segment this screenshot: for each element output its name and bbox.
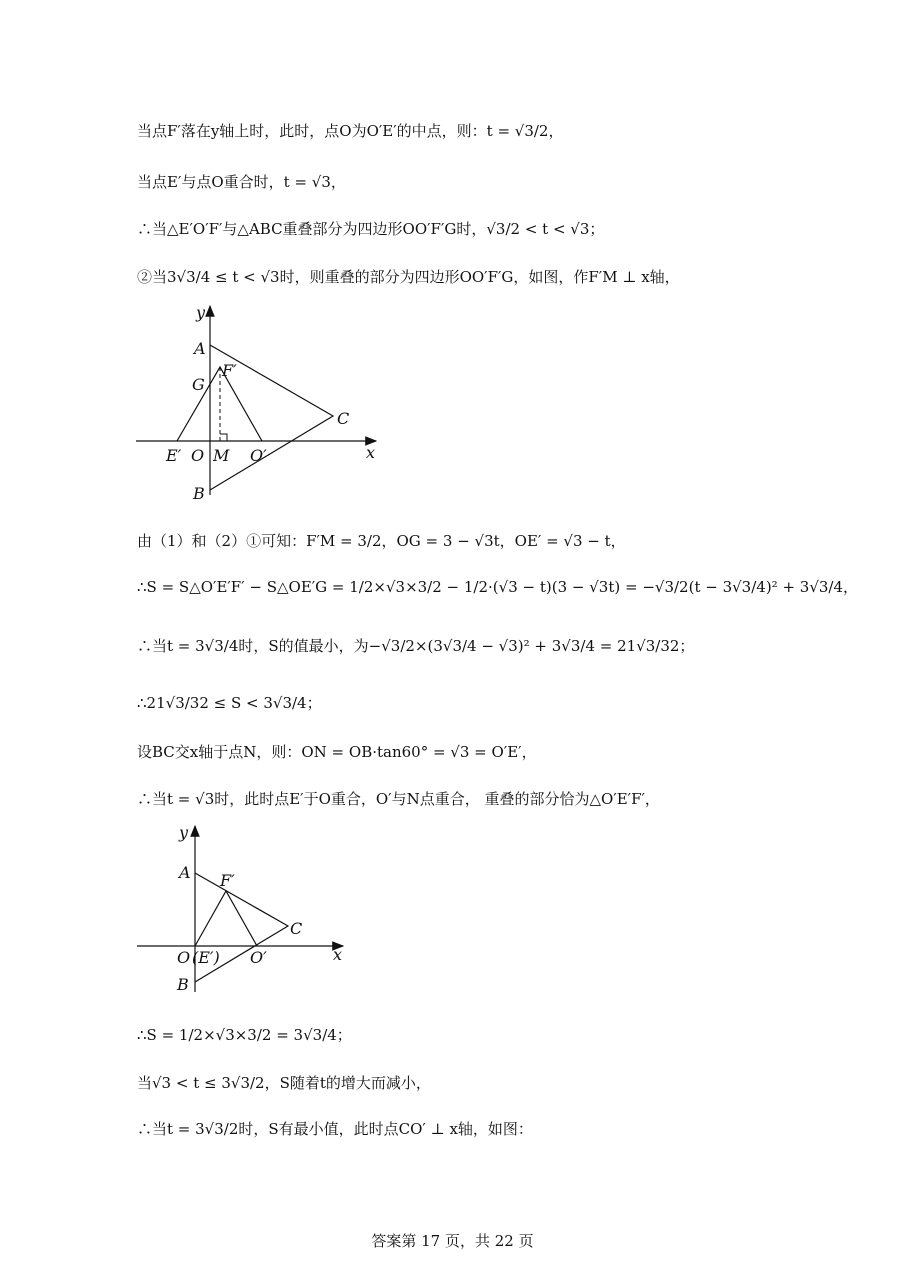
text-line-12: 当√3 < t ≤ 3√3/2，S随着t的增大而减小， [137,1074,431,1092]
fig2-label-C: C [290,919,303,938]
fig2-label-O2: O′ [250,948,267,967]
fig2-label-F: F′ [220,871,235,890]
text-line-2: 当点E′与点O重合时，t = √3， [137,173,346,191]
fig1-label-A: A [194,339,206,358]
figure-2 [125,820,355,1000]
fig1-label-C: C [337,409,350,428]
fig1-label-O: O [191,446,205,465]
text-line-13: ∴当t = 3√3/2时，S有最小值，此时点CO′ ⊥ x轴，如图： [137,1120,533,1138]
text-line-9: 设BC交x轴于点N，则：ON = OB·tan60° = √3 = O′E′， [137,743,537,761]
fig1-label-y: y [196,303,206,322]
text-line-5: 由（1）和（2）①可知：F′M = 3/2，OG = 3 − √3t，OE′ = √3 − t， [137,532,626,550]
fig2-label-B: B [177,975,189,994]
text-line-11: ∴S = 1/2×√3×3/2 = 3√3/4； [137,1026,352,1044]
fig1-label-O2: O′ [250,446,267,465]
text-line-7: ∴当t = 3√3/4时，S的值最小，为−√3/2×(3√3/4 − √3)² + 3√3/4 = 21√3/32； [137,637,695,655]
fig1-label-M: M [213,446,230,465]
fig2-label-y: y [179,823,189,842]
fig1-label-E: E′ [166,446,182,465]
fig2-label-E: (E′) [192,948,220,967]
fig2-label-A: A [179,863,191,882]
fig2-label-x: x [333,945,343,964]
fig2-label-O: O [177,948,191,967]
page-footer: 答案第 17 页，共 22 页 [371,1232,534,1250]
text-line-1: 当点F′落在y轴上时，此时，点O为O′E′的中点，则：t = √3/2， [137,122,564,140]
figure-1 [120,300,390,510]
text-line-8: ∴21√3/32 ≤ S < 3√3/4； [137,694,322,712]
fig1-label-B: B [193,484,205,503]
text-line-10: ∴当t = √3时，此时点E′于O重合，O′与N点重合， 重叠的部分恰为△O′E′F′， [137,790,660,808]
text-line-3: ∴当△E′O′F′与△ABC重叠部分为四边形OO′F′G时，√3/2 < t < √3； [137,220,605,238]
text-line-6: ∴S = S△O′E′F′ − S△OE′G = 1/2×√3×3/2 − 1/2·(√3 − t)(3 − √3t) = −√3/2(t − 3√3/4)² + 3√3/4， [137,578,859,596]
fig1-label-x: x [366,443,376,462]
text-line-4: ②当3√3/4 ≤ t < √3时，则重叠的部分为四边形OO′F′G，如图，作F′M ⊥ x轴， [137,268,680,286]
fig1-label-G: G [192,375,205,394]
fig1-label-F: F′ [222,361,237,380]
